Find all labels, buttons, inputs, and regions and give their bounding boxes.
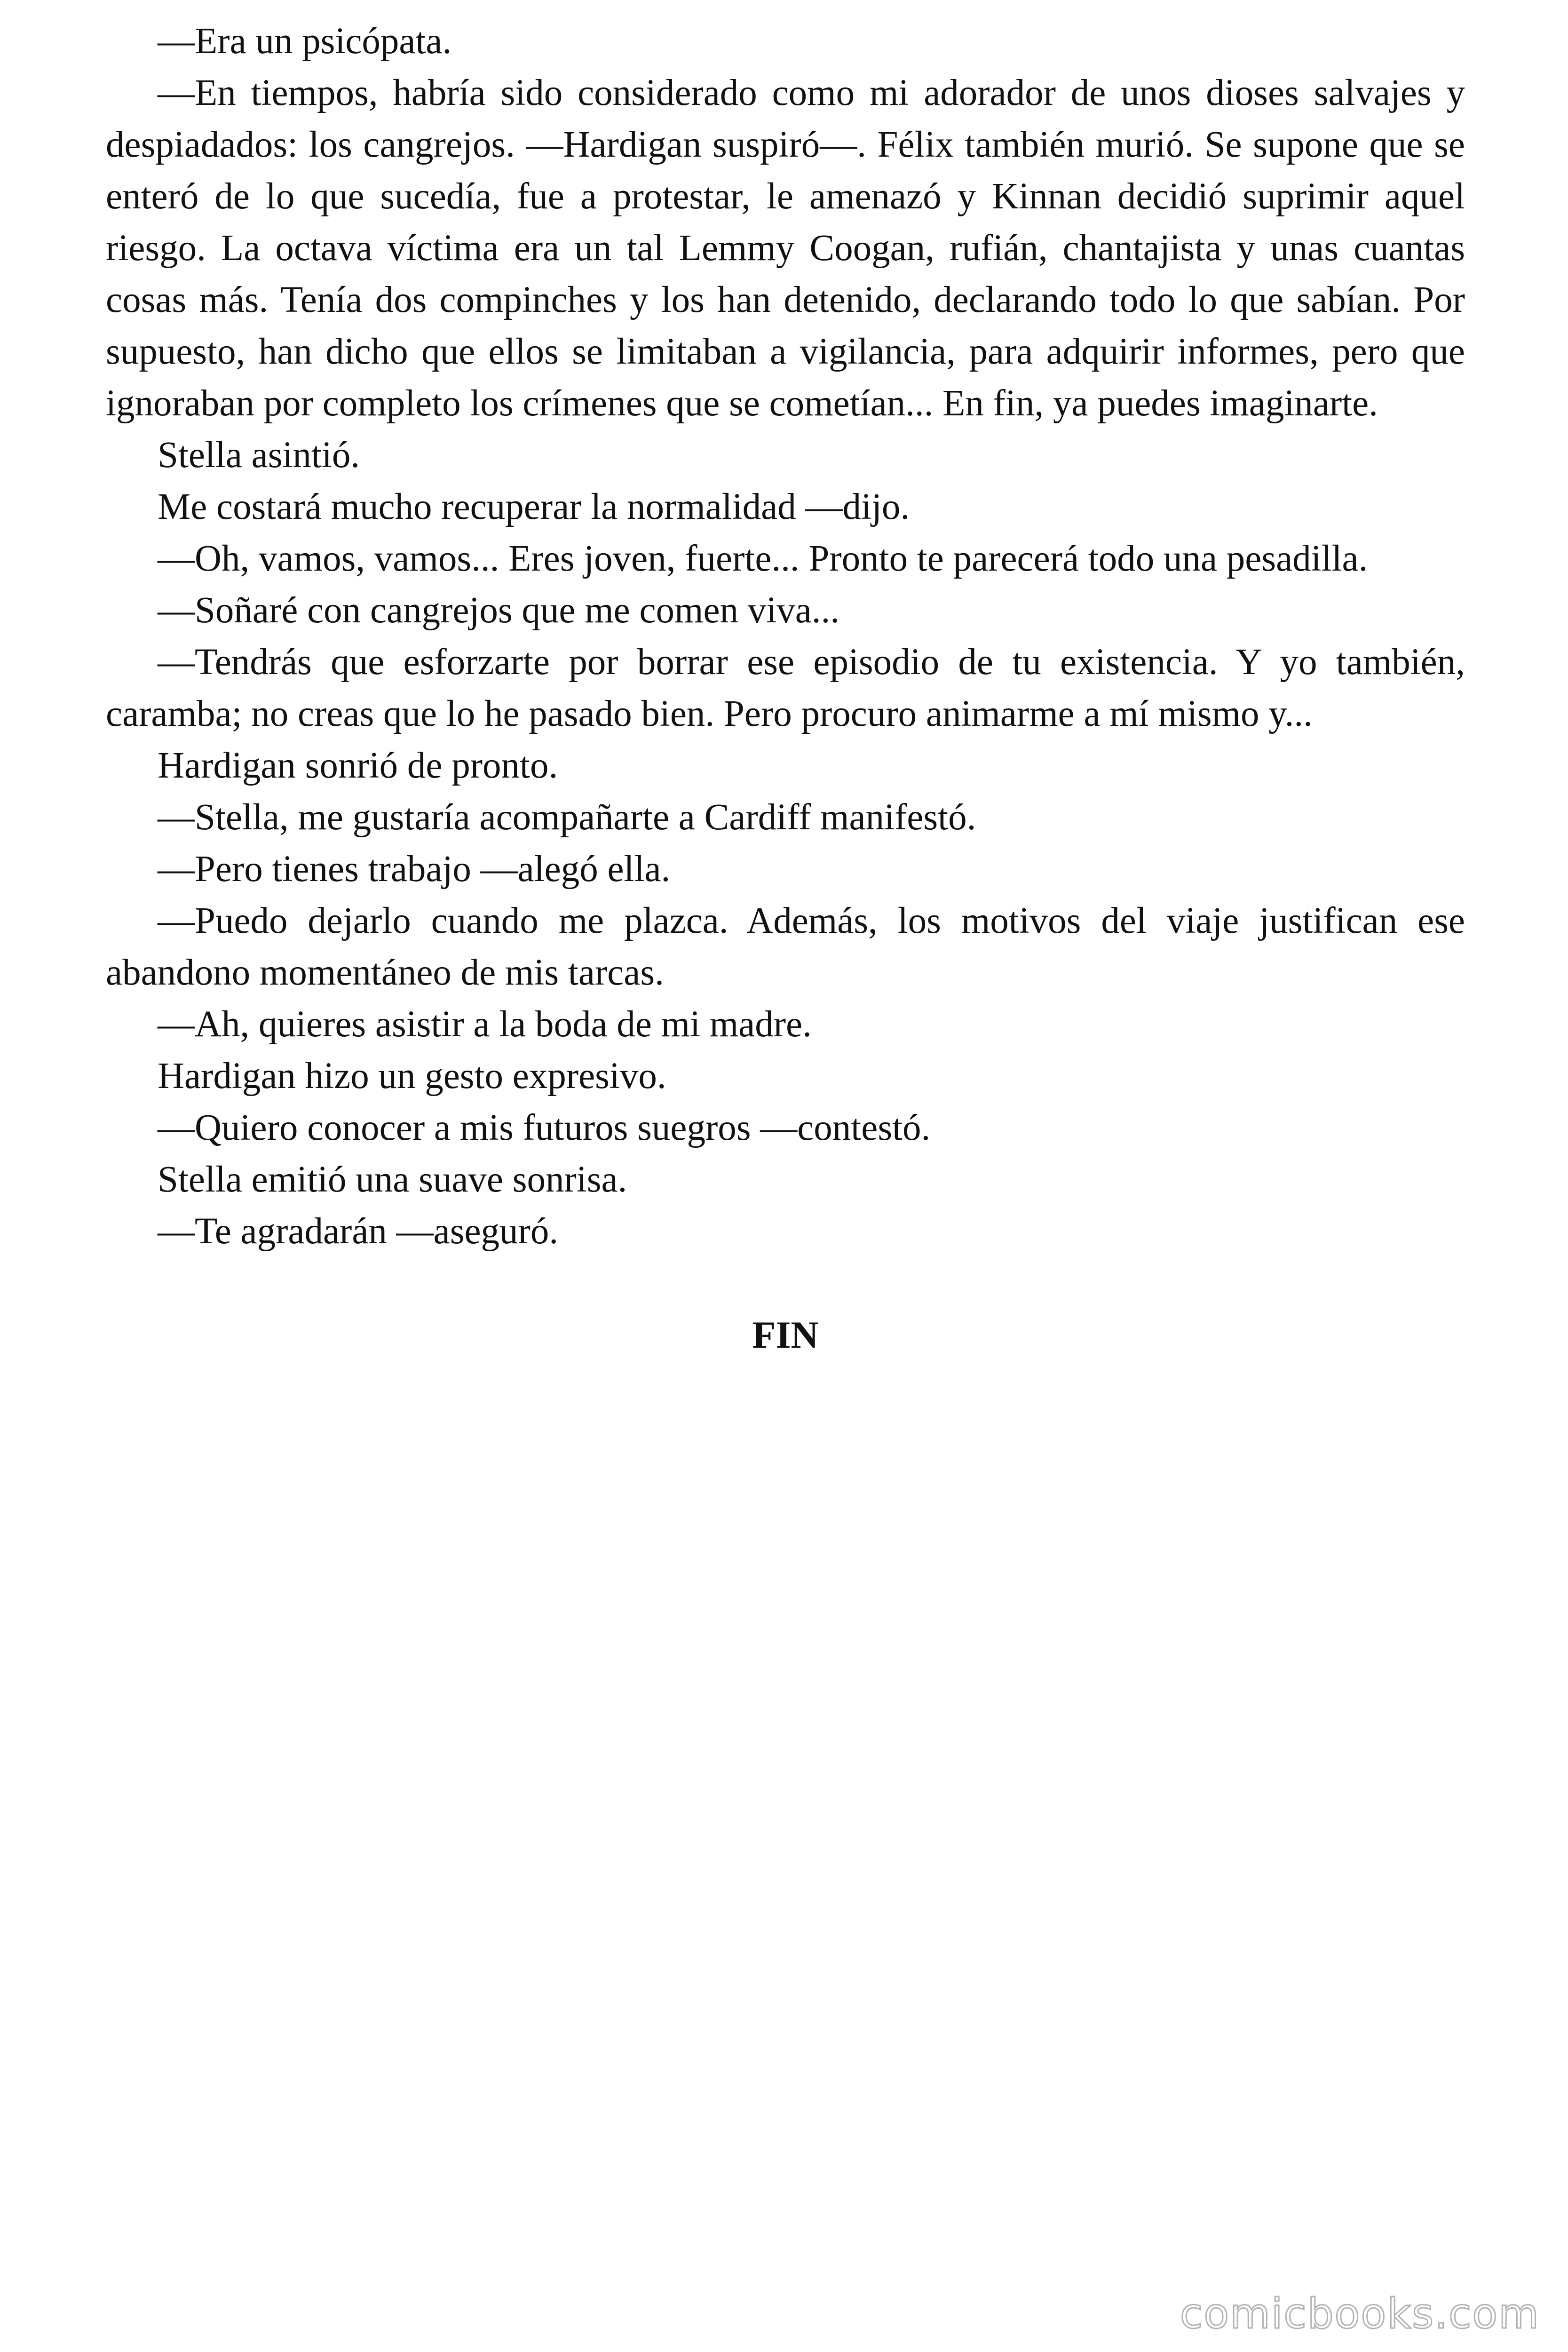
paragraph: —Tendrás que esforzarte por borrar ese episodio de tu existencia. Y yo también, caramba; no creas que lo he pasado bien. Pero procuro animarme a mí mismo y... bbox=[106, 642, 1465, 734]
paragraph: Stella emitió una suave sonrisa. bbox=[158, 1159, 627, 1200]
paragraph: —Soñaré con cangrejos que me comen viva... bbox=[158, 590, 840, 631]
paragraph: —Quiero conocer a mis futuros suegros —contestó. bbox=[158, 1107, 931, 1148]
paragraph: —En tiempos, habría sido considerado como mi adorador de unos dioses salvajes y despiadados: los cangrejos. —Hardigan suspiró—. Félix también murió. Se supone que se enteró de lo que sucedía, fue a protestar, le amenazó y Kinnan decidió suprimir aquel riesgo. La octava víctima era un tal Lemmy Coogan, rufián, chantajista y unas cuantas cosas más. Tenía dos compinches y los han detenido, declarando todo lo que sabían. Por supuesto, han dicho que ellos se limitaban a vigilancia, para adquirir informes, pero que ignoraban por completo los crímenes que se cometían... En fin, ya puedes imaginarte. bbox=[106, 72, 1465, 424]
paragraph: Me costará mucho recuperar la normalidad —dijo. bbox=[158, 486, 910, 527]
page-body bbox=[106, 16, 1465, 1361]
paragraph: —Era un psicópata. bbox=[158, 21, 452, 62]
paragraph: —Ah, quieres asistir a la boda de mi madre. bbox=[158, 1004, 812, 1045]
paragraph: —Oh, vamos, vamos... Eres joven, fuerte... Pronto te parecerá todo una pesadilla. bbox=[158, 538, 1368, 579]
paragraph: —Pero tienes trabajo —alegó ella. bbox=[158, 849, 671, 890]
paragraph: —Te agradarán —aseguró. bbox=[158, 1211, 559, 1252]
paragraph: Hardigan hizo un gesto expresivo. bbox=[158, 1056, 666, 1097]
paragraph: —Stella, me gustaría acompañarte a Cardiff manifestó. bbox=[158, 797, 976, 838]
watermark: comicbooks.com bbox=[1180, 2289, 1540, 2338]
paragraph: —Puedo dejarlo cuando me plazca. Además, los motivos del viaje justifican ese abandono momentáneo de mis tarcas. bbox=[106, 900, 1465, 993]
paragraph: Hardigan sonrió de pronto. bbox=[158, 745, 558, 786]
ending-heading: FIN bbox=[752, 1313, 819, 1356]
paragraph: Stella asintió. bbox=[158, 435, 360, 476]
